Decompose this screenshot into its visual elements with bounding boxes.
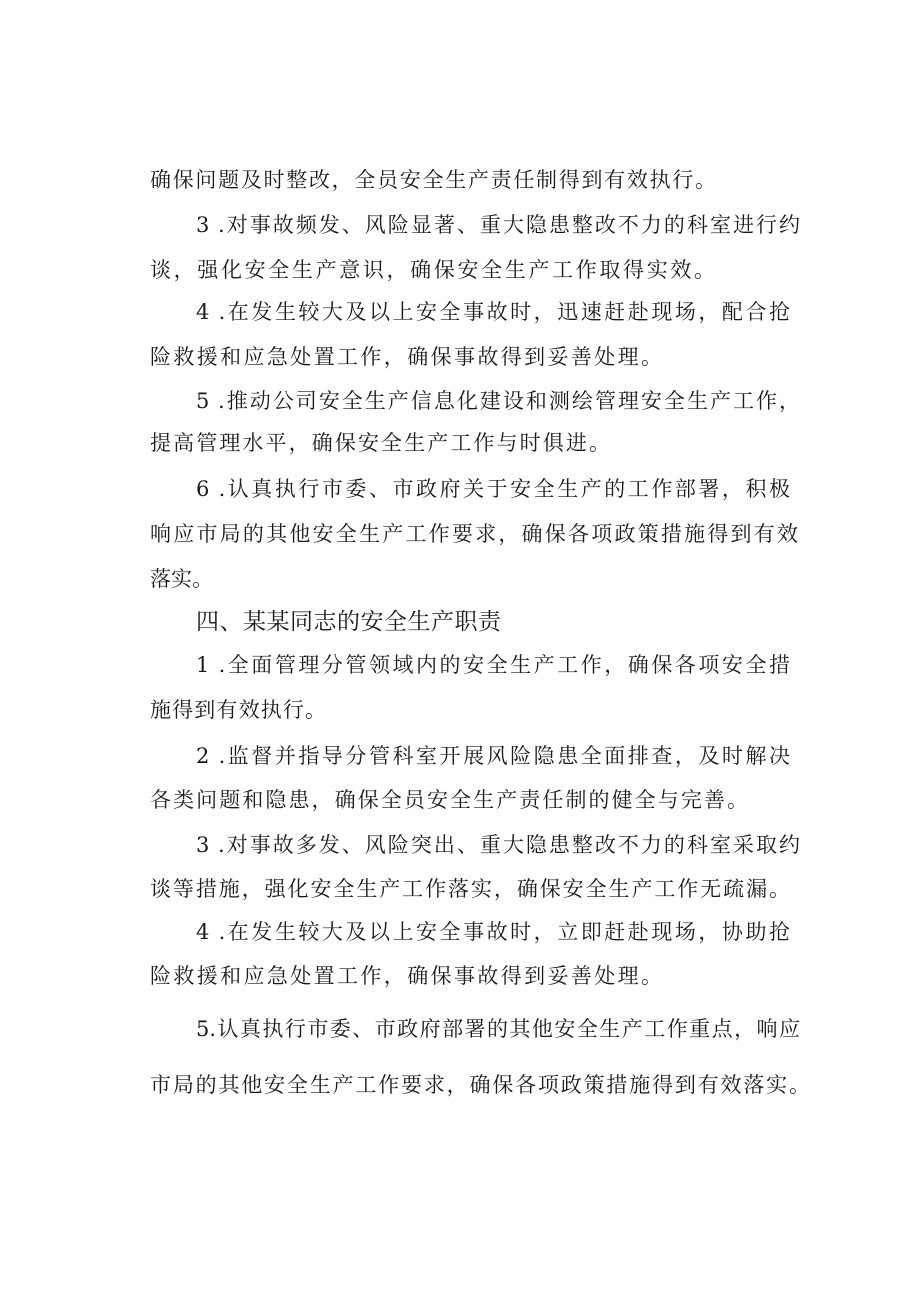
paragraph-line: 险救援和应急处置工作，确保事故得到妥善处理。 xyxy=(150,964,662,988)
paragraph-line: 5.认真执行市委、市政府部署的其他安全生产工作重点，响应 xyxy=(196,1017,800,1041)
paragraph-line: 2 .监督并指导分管科室开展风险隐患全面排查，及时解决 xyxy=(196,744,790,768)
paragraph-line: 3 .对事故多发、风险突出、重大隐患整改不力的科室采取约 xyxy=(196,833,800,857)
paragraph-line: 4 .在发生较大及以上安全事故时，迅速赶赴现场，配合抢 xyxy=(196,300,790,324)
paragraph-line: 1 .全面管理分管领域内的安全生产工作，确保各项安全措 xyxy=(196,653,790,677)
paragraph-line: 响应市局的其他安全生产工作要求，确保各项政策措施得到有效 xyxy=(150,522,798,546)
paragraph-line: 施得到有效执行。 xyxy=(150,698,326,722)
paragraph-line: 3 .对事故频发、风险显著、重大隐患整改不力的科室进行约 xyxy=(196,213,800,237)
section-heading: 四、某某同志的安全生产职责 xyxy=(196,609,502,635)
paragraph-line: 落实。 xyxy=(150,567,213,591)
paragraph-line: 谈等措施，强化安全生产工作落实，确保安全生产工作无疏漏。 xyxy=(150,877,790,901)
paragraph-line: 提高管理水平，确保安全生产工作与时俱进。 xyxy=(150,431,610,455)
paragraph-line: 4 .在发生较大及以上安全事故时，立即赶赴现场，协助抢 xyxy=(196,920,790,944)
paragraph-line: 确保问题及时整改，全员安全生产责任制得到有效执行。 xyxy=(150,168,716,192)
paragraph-line: 市局的其他安全生产工作要求，确保各项政策措施得到有效落实。 xyxy=(150,1073,810,1097)
paragraph-line: 各类问题和隐患，确保全员安全生产责任制的健全与完善。 xyxy=(150,788,748,812)
paragraph-line: 谈，强化安全生产意识，确保安全生产工作取得实效。 xyxy=(150,258,715,282)
paragraph-line: 6 .认真执行市委、市政府关于安全生产的工作部署，积极 xyxy=(196,477,790,501)
paragraph-line: 险救援和应急处置工作，确保事故得到妥善处理。 xyxy=(150,345,662,369)
paragraph-line: 5 .推动公司安全生产信息化建设和测绘管理安全生产工作， xyxy=(196,389,800,413)
